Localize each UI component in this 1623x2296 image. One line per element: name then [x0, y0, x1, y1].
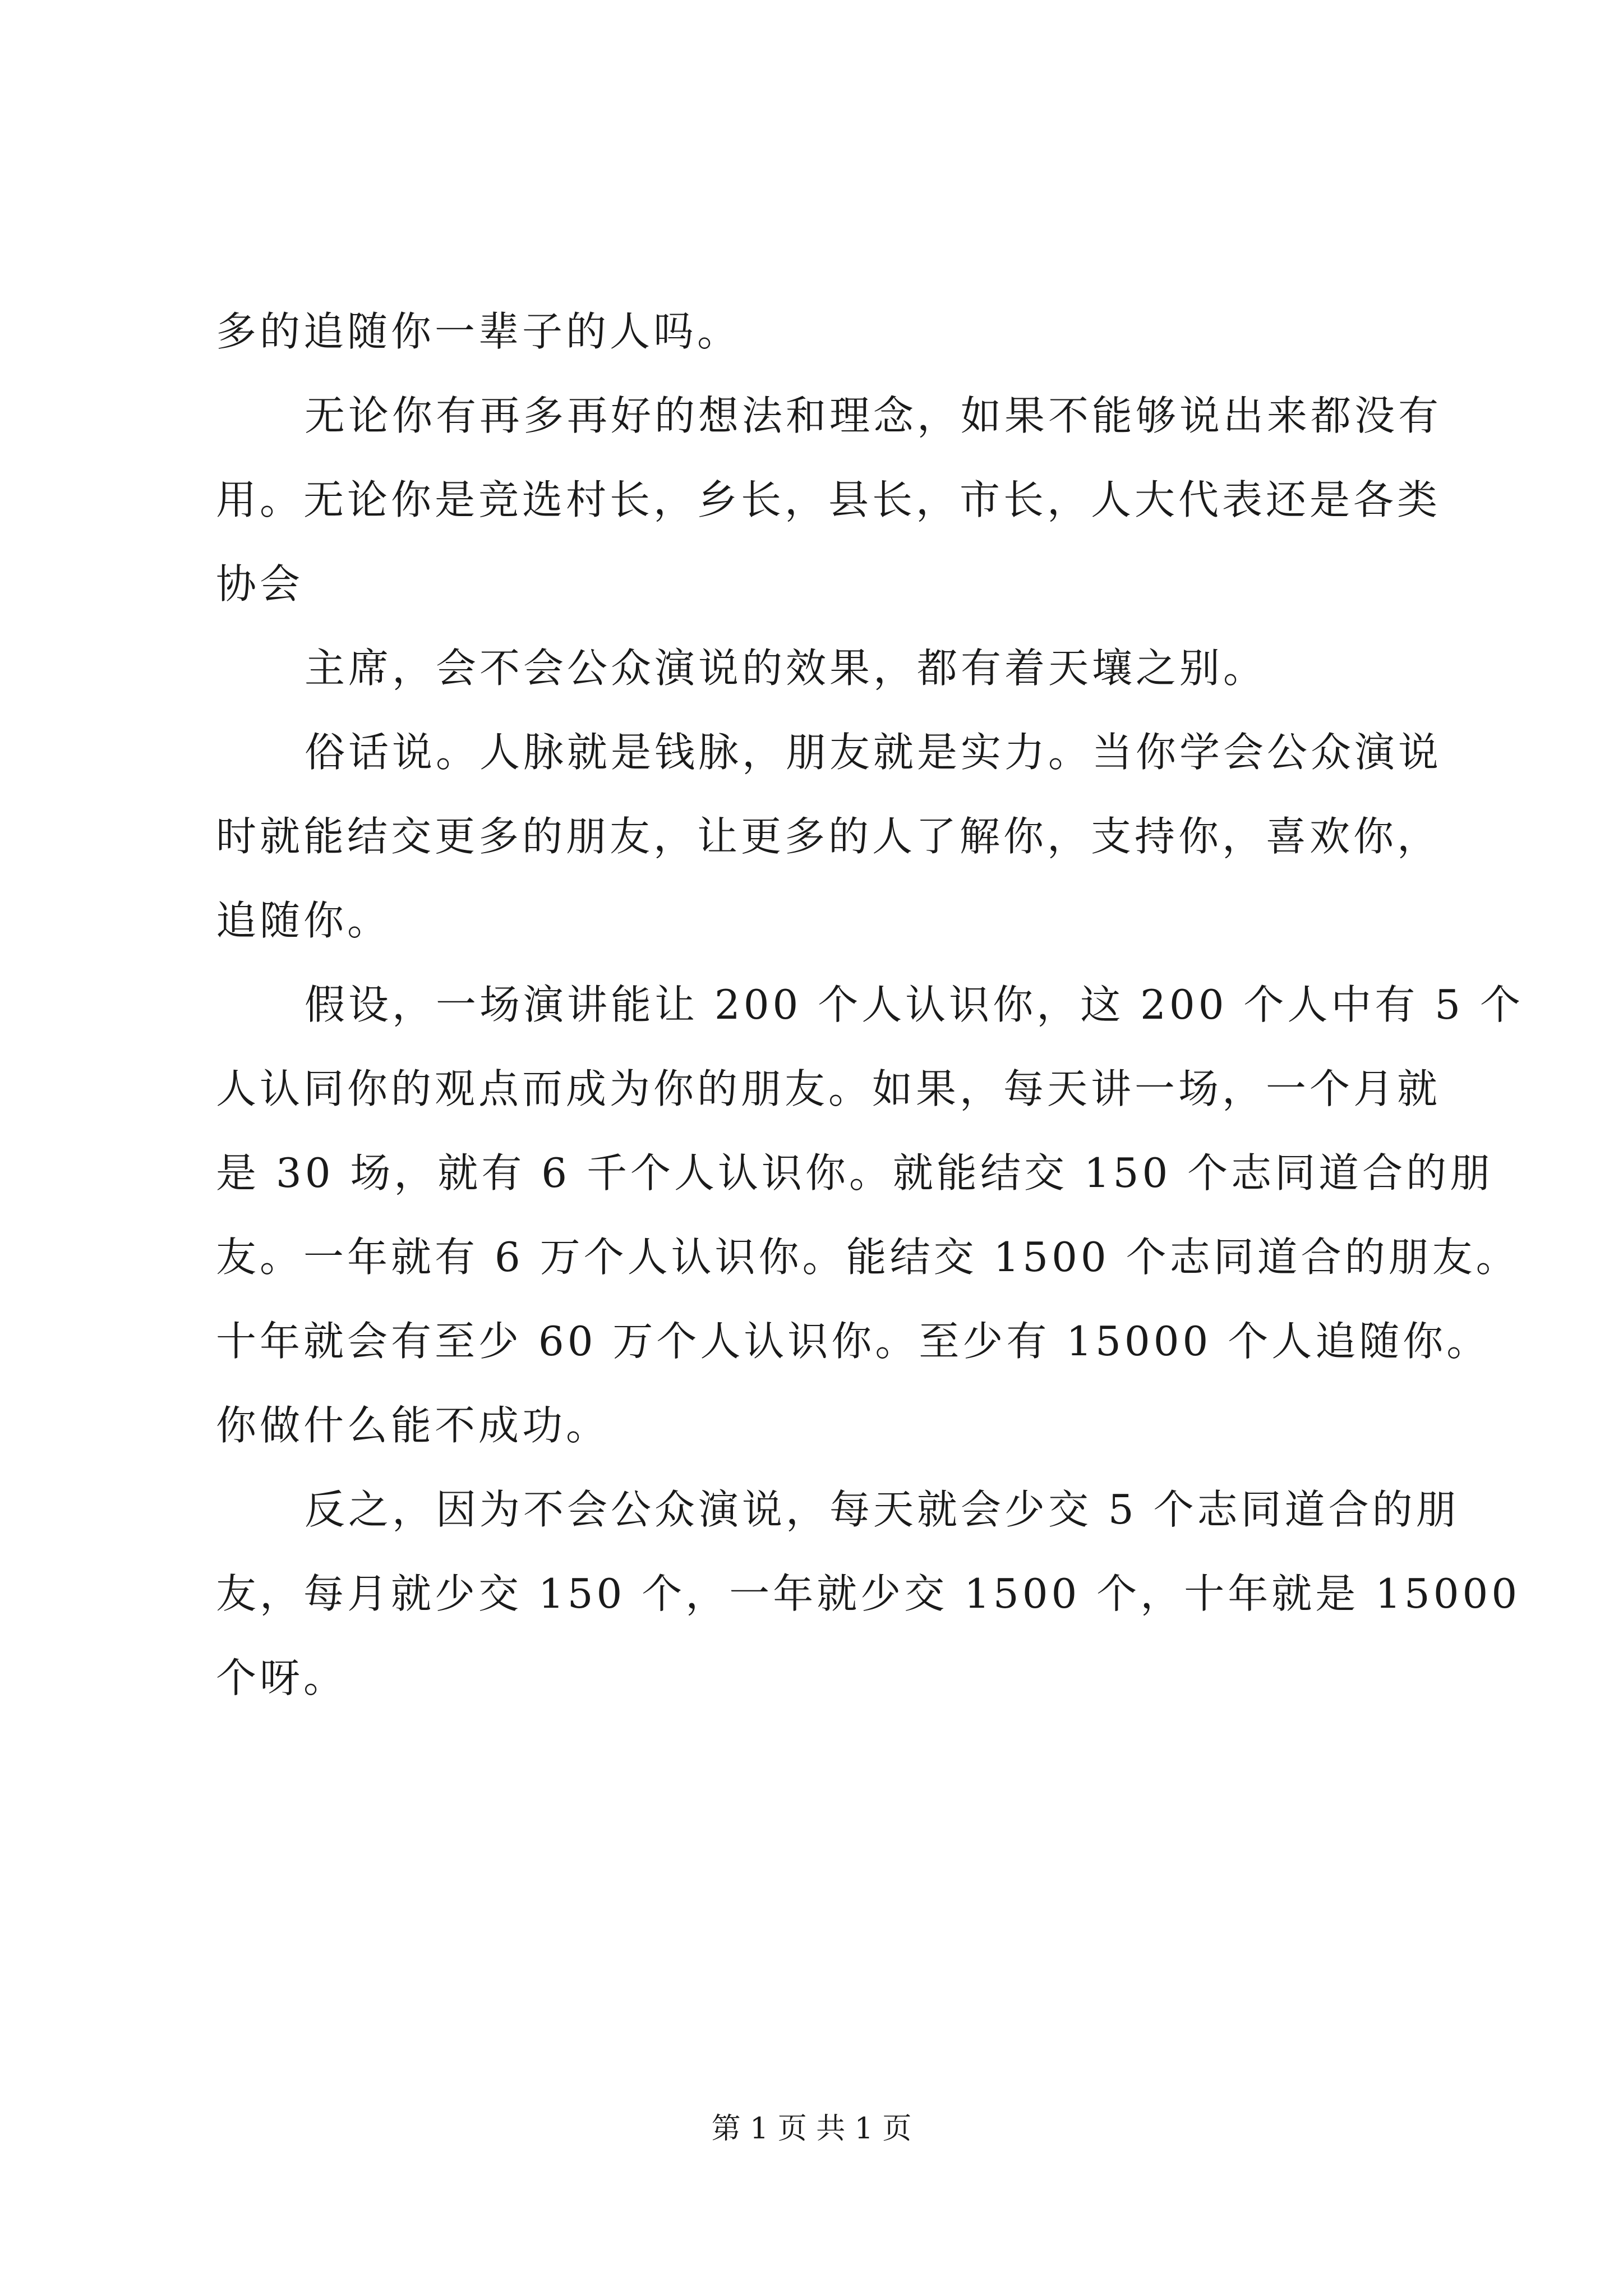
text-line: 十年就会有至少 60 万个人认识你。至少有 15000 个人追随你。	[216, 1318, 1491, 1365]
paragraph-line: 反之，因为不会公众演说，每天就会少交 5 个志同道合的朋	[305, 1486, 1460, 1533]
document-body	[216, 289, 1524, 1720]
text-line: 多的追随你一辈子的人吗。	[216, 308, 741, 355]
text-line: 用。无论你是竞选村长，乡长，县长，市长，人大代表还是各类	[216, 476, 1441, 523]
paragraph-line: 假设，一场演讲能让 200 个人认识你，这 200 个人中有 5 个	[305, 981, 1524, 1028]
text-line: 友，每月就少交 150 个，一年就少交 1500 个，十年就是 15000	[216, 1570, 1521, 1617]
text-line: 是 30 场，就有 6 千个人认识你。就能结交 150 个志同道合的朋	[216, 1149, 1494, 1197]
text-line: 协会	[216, 560, 304, 608]
paragraph-line: 俗话说。人脉就是钱脉，朋友就是实力。当你学会公众演说	[305, 729, 1442, 776]
text-line: 人认同你的观点而成为你的朋友。如果，每天讲一场，一个月就	[216, 1065, 1441, 1112]
page-footer: 第 1 页 共 1 页	[711, 2112, 912, 2146]
text-line: 追随你。	[216, 897, 391, 944]
text-line: 友。一年就有 6 万个人认识你。能结交 1500 个志同道合的朋友。	[216, 1234, 1520, 1281]
paragraph-line: 无论你有再多再好的想法和理念，如果不能够说出来都没有	[305, 392, 1442, 439]
text-line: 个呀。	[216, 1654, 348, 1701]
text-line: 时就能结交更多的朋友，让更多的人了解你，支持你，喜欢你，	[216, 813, 1441, 860]
text-line: 你做什么能不成功。	[216, 1402, 610, 1449]
paragraph-line: 主席，会不会公众演说的效果，都有着天壤之别。	[305, 645, 1267, 692]
